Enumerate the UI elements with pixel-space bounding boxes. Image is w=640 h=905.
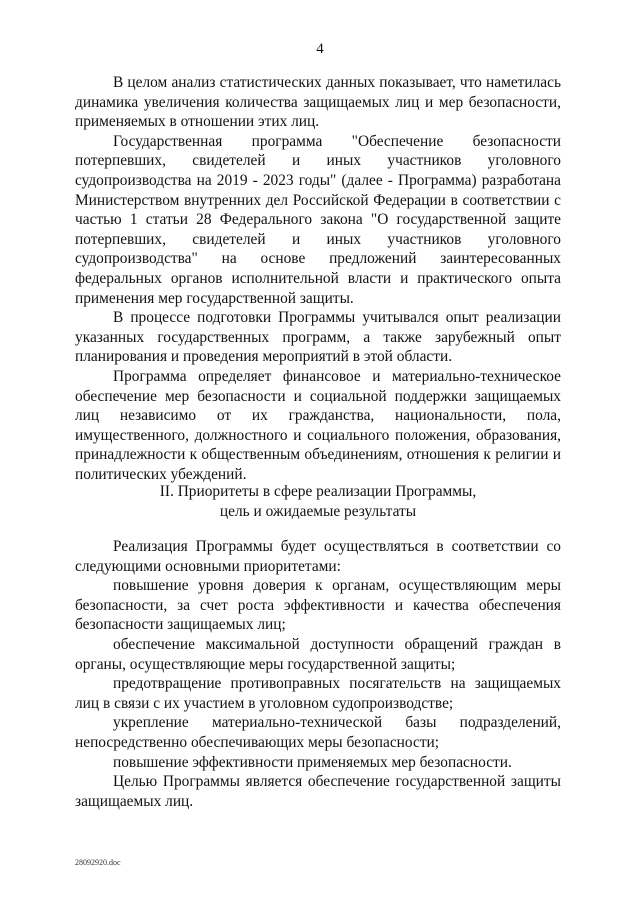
priority-item-efficiency: повышение эффективности применяемых мер безопасности. [113,753,512,771]
body-text-top [75,73,561,484]
paragraph-program-description: Государственная программа "Обеспечение безопасности потерпевших, свидетелей и иных участников уголовного судопроизводства на 2019 - 2023 годы" (далее - Программа) разработана Министерством внутренних дел Российской Федерации в соответствии с частью 1 статьи 28 Федерального закона "О государственной защите потерпевших, свидетелей и иных участников уголовного судопроизводства" на основе предложений заинтересованных федеральных органов исполнительной власти и практического опыта применения мер государственной защиты. [75,132,561,307]
priority-item-trust: повышение уровня доверия к органам, осуществляющим меры безопасности, за счет роста эффективности и качества обеспечения безопасности защищаемых лиц; [75,577,561,634]
paragraph-program-goal: Целью Программы является обеспечение государственной защиты защищаемых лиц. [75,773,561,810]
paragraph-statistics: В целом анализ статистических данных показывает, что наметилась динамика увеличения количества защищаемых лиц и мер безопасности, применяемых в отношении этих лиц. [75,74,561,131]
page-number: 4 [316,41,324,57]
priority-item-material-base: укрепление материально-технической базы подразделений, непосредственно обеспечивающих меры безопасности; [75,714,561,751]
section-heading [75,482,561,521]
section-heading-line-2: цель и ожидаемые результаты [219,502,417,520]
paragraph-preparation: В процессе подготовки Программы учитывался опыт реализации указанных государственных программ, а также зарубежный опыт планирования и проведения мероприятий в этой области. [75,309,561,366]
priority-item-accessibility: обеспечение максимальной доступности обращений граждан в органы, осуществляющие меры государственной защиты; [75,635,561,673]
priority-item-prevention: предотвращение противоправных посягательств на защищаемых лиц в связи с их участием в уголовном судопроизводстве; [75,675,561,712]
document-file-code: 28092920.doc [75,858,121,867]
paragraph-program-scope: Программа определяет финансовое и материально-техническое обеспечение мер безопасности и социальной поддержки защищаемых лиц независимо от их гражданства, национальности, пола, имущественного, должностного и социального положения, образования, принадлежности к общественным объединениям, отношения к религии и политических убеждений. [75,367,561,483]
section-heading-line-1: II. Приоритеты в сфере реализации Программы, [159,483,477,500]
paragraph-priorities-intro: Реализация Программы будет осуществляться в соответствии со следующими основными приоритетами: [75,538,561,575]
body-text-bottom [75,537,561,811]
